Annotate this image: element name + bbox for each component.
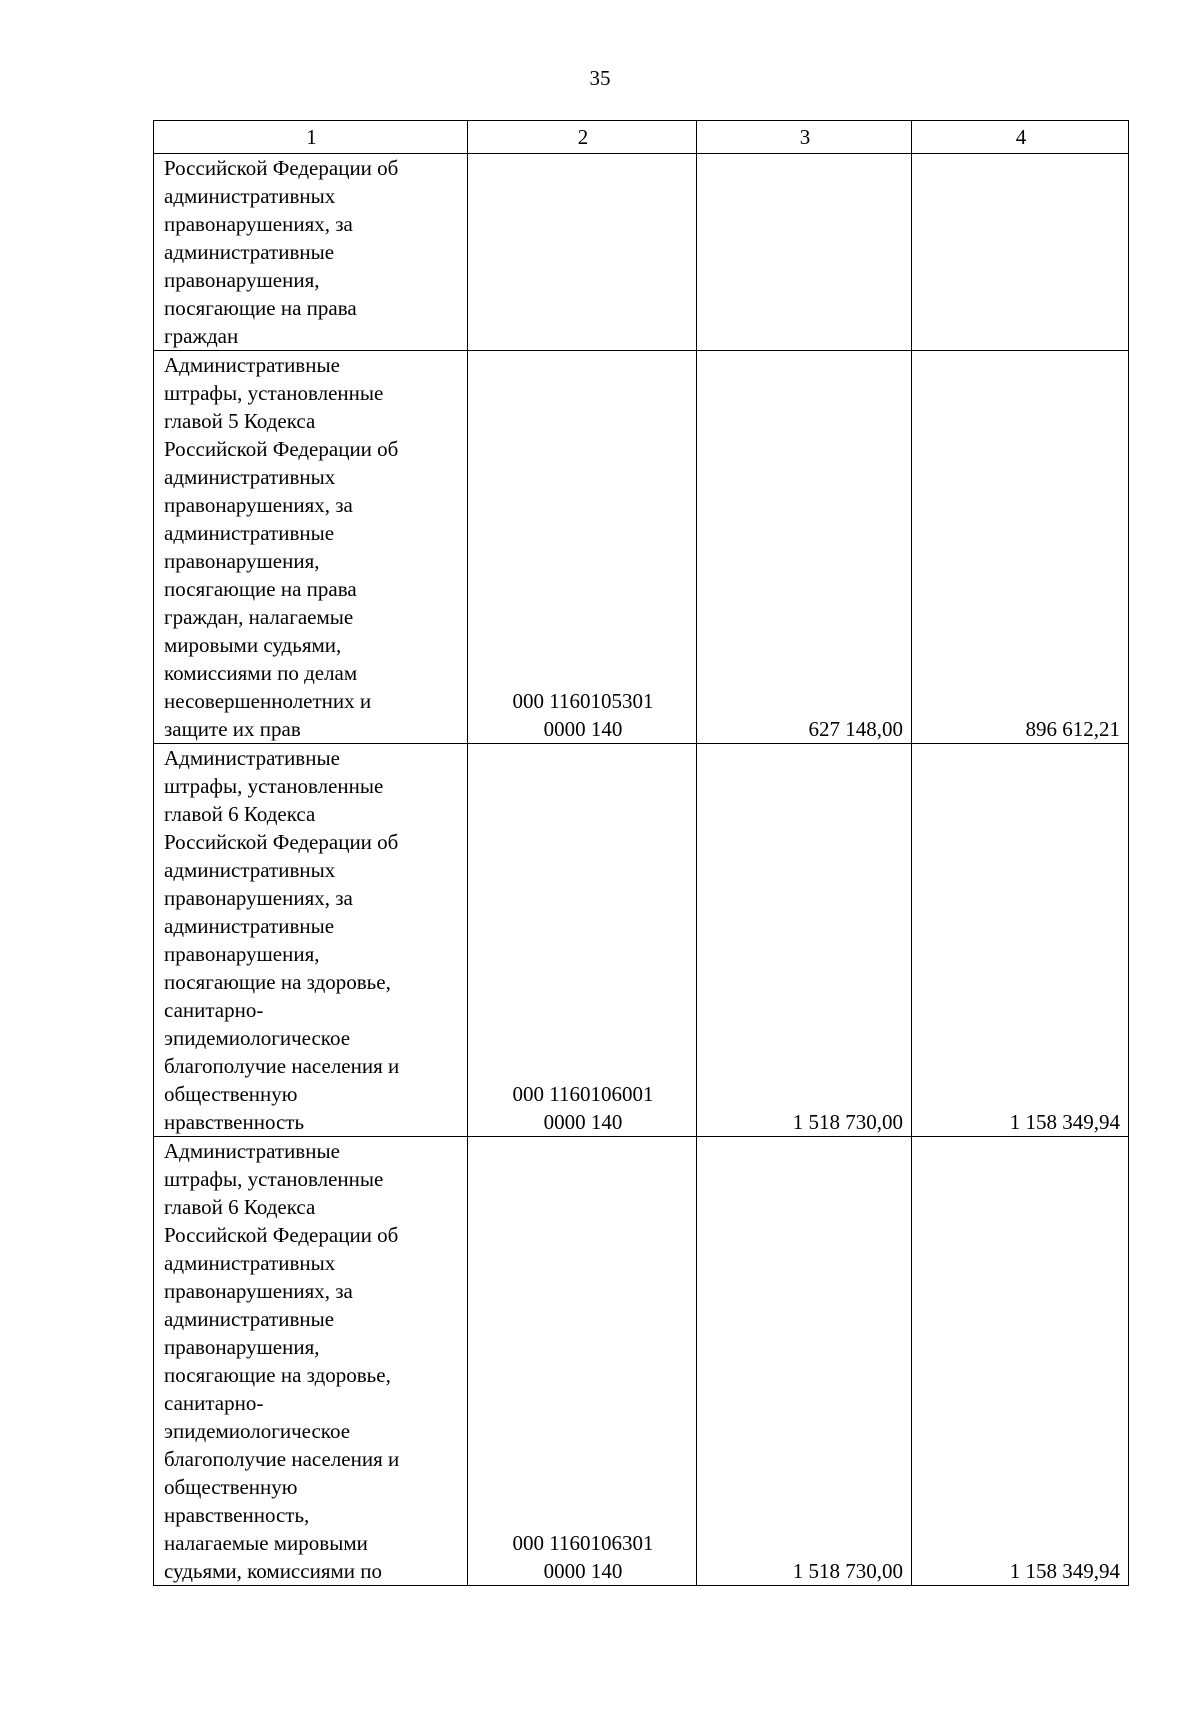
row-value-3 — [697, 154, 912, 351]
column-header-3: 3 — [697, 121, 912, 154]
table-header-row — [154, 121, 1129, 154]
column-header-2: 2 — [468, 121, 697, 154]
page-number: 35 — [589, 66, 611, 90]
row-code: 000 1160106001 0000 140 — [468, 744, 697, 1137]
row-description: Административные штрафы, установленные главой 5 Кодекса Российской Федерации об административных правонарушениях, за административные правонарушения, посягающие на права граждан, налагаемые мировыми судьями, комиссиями по делам несовершеннолетних и защите их прав — [154, 351, 468, 744]
table-row — [154, 1137, 1129, 1586]
column-header-4: 4 — [912, 121, 1129, 154]
row-value-4: 1 158 349,94 — [912, 744, 1129, 1137]
row-description: Российской Федерации об административных правонарушениях, за административные правонарушения, посягающие на права граждан — [154, 154, 468, 351]
row-value-4: 1 158 349,94 — [912, 1137, 1129, 1586]
row-value-3: 1 518 730,00 — [697, 1137, 912, 1586]
row-description: Административные штрафы, установленные главой 6 Кодекса Российской Федерации об административных правонарушениях, за административные правонарушения, посягающие на здоровье, санитарно- эпидемиологическое благополучие населения и общественную нравственность — [154, 744, 468, 1137]
row-description: Административные штрафы, установленные главой 6 Кодекса Российской Федерации об административных правонарушениях, за административные правонарушения, посягающие на здоровье, санитарно- эпидемиологическое благополучие населения и общественную нравственность, налагаемые мировыми судьями, комиссиями по — [154, 1137, 468, 1586]
column-header-1: 1 — [154, 121, 468, 154]
revenue-table — [153, 120, 1129, 1586]
row-code: 000 1160106301 0000 140 — [468, 1137, 697, 1586]
row-value-3: 1 518 730,00 — [697, 744, 912, 1137]
row-code: 000 1160105301 0000 140 — [468, 351, 697, 744]
table-row — [154, 744, 1129, 1137]
table-row — [154, 351, 1129, 744]
table-row — [154, 154, 1129, 351]
row-value-3: 627 148,00 — [697, 351, 912, 744]
row-code — [468, 154, 697, 351]
row-value-4: 896 612,21 — [912, 351, 1129, 744]
row-value-4 — [912, 154, 1129, 351]
